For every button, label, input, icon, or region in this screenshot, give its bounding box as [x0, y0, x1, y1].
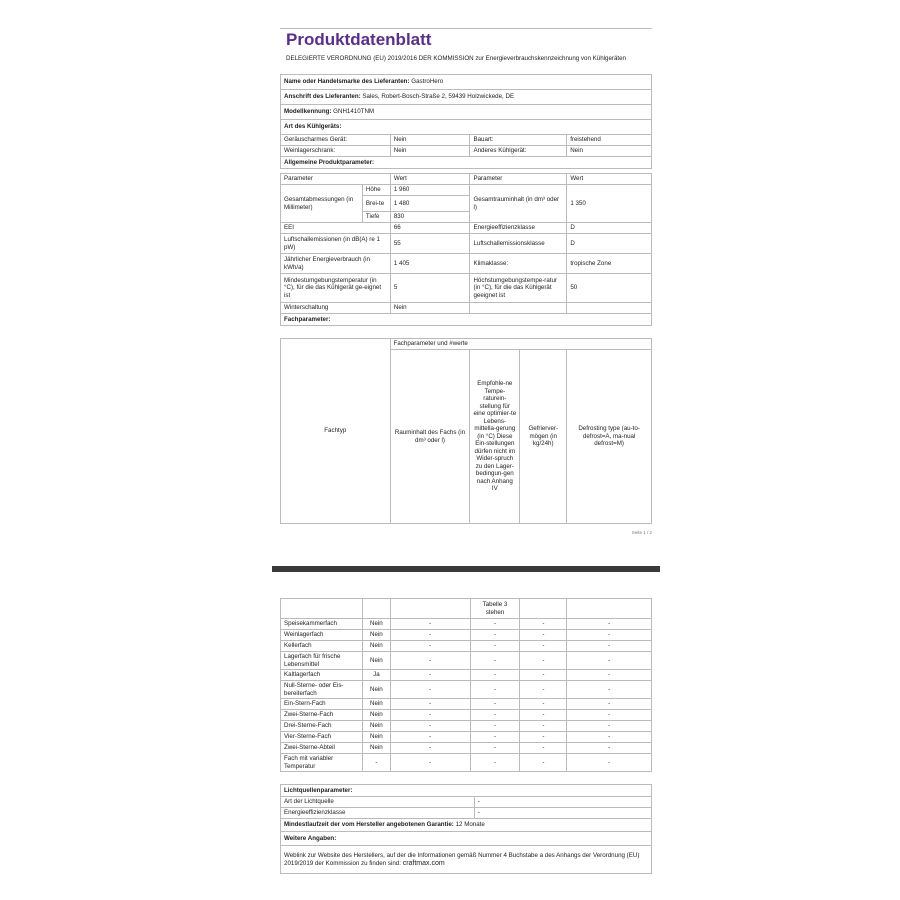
compartment-row — [281, 754, 652, 772]
compartment-row — [281, 721, 652, 732]
compartment-dash: - — [470, 652, 520, 670]
compartment-dash: - — [567, 670, 652, 681]
compartment-present: Nein — [362, 743, 390, 754]
compartment-dash: - — [470, 699, 520, 710]
compartment-dash: - — [470, 710, 520, 721]
compartment-name: Kellerfach — [281, 641, 363, 652]
compartment-dash: - — [470, 743, 520, 754]
compartment-name: Fach mit variabler Temperatur — [281, 754, 363, 772]
compartment-present: Nein — [362, 710, 390, 721]
supplier-table — [280, 74, 652, 135]
type-label: Weinlagerschrank: — [281, 146, 391, 157]
compartment-name: Vier-Sterne-Fach — [281, 732, 363, 743]
dim-value: 1 480 — [390, 196, 470, 212]
volume-label: Gesamtrauminhalt (in dm³ oder l) — [470, 185, 567, 223]
param-value: D — [567, 223, 652, 234]
group-header: Fachparameter und #werte — [390, 339, 651, 350]
supplier-address-value: Sales, Robert-Bosch-Straße 2, 59439 Holzwickede, DE — [362, 93, 515, 101]
compartment-dash: - — [390, 754, 470, 772]
compartment-row — [281, 670, 652, 681]
compartment-dash: - — [567, 641, 652, 652]
compartment-dash: - — [520, 710, 567, 721]
compartment-dash: - — [567, 710, 652, 721]
compartment-dash: - — [567, 630, 652, 641]
compartment-dash: - — [520, 721, 567, 732]
col-freeze: Gefrierver-mögen (in kg/24h) — [520, 350, 567, 524]
compartment-dash: - — [470, 732, 520, 743]
compartment-name: Zwei-Sterne-Abteil — [281, 743, 363, 754]
param-value: D — [567, 234, 652, 254]
compartment-dash: - — [520, 619, 567, 630]
page-divider — [272, 566, 660, 572]
light-table — [280, 784, 652, 874]
winter-value: Nein — [390, 303, 470, 314]
dim-label: Brei-te — [362, 196, 390, 212]
supplier-name-label: Name oder Handelsmarke des Lieferanten: — [284, 78, 410, 86]
type-label: Geräuscharmes Gerät: — [281, 135, 391, 146]
col-value: Wert — [390, 174, 470, 185]
compartments-heading: Fachparameter: — [281, 314, 652, 326]
supplier-name-value: GastroHero — [411, 78, 444, 86]
page-number: Seite 1 / 2 — [631, 530, 652, 535]
compartment-present: Nein — [362, 630, 390, 641]
compartment-name: Kaltlagerfach — [281, 670, 363, 681]
frame-line — [280, 28, 652, 29]
light-type-value: - — [474, 797, 651, 808]
col-temperature: Empfohle-ne Tempe-raturein-stellung für eine optimier-te Lebens-mittella-gerung (in °C) Diese Ein-stellungen dürfen nicht im Wider-spruch zu den Lager-bedingun-gen nach Anhang IV — [470, 350, 520, 524]
compartment-dash: - — [390, 721, 470, 732]
compartment-row — [281, 732, 652, 743]
compartment-row — [281, 619, 652, 630]
compartment-dash: - — [520, 641, 567, 652]
compartment-row — [281, 641, 652, 652]
param-value: 1 405 — [390, 254, 470, 274]
compartment-present: Nein — [362, 619, 390, 630]
compartment-dash: - — [567, 699, 652, 710]
supplier-name-row — [281, 75, 652, 90]
more-info — [281, 846, 652, 874]
compartment-dash: - — [390, 652, 470, 670]
light-heading: Lichtquellenparameter: — [281, 785, 652, 797]
more-text: Weblink zur Website des Herstellers, auf der die Informationen gemäß Nummer 4 Buchstabe a des Anhangs der Verordnung (EU) 2019/2019 der Kommission zu finden sind: — [284, 852, 640, 867]
compartment-dash: - — [567, 652, 652, 670]
col-temperature-cont: Tabelle 3 stehen — [470, 599, 520, 619]
dim-value: 1 960 — [390, 185, 470, 196]
type-table — [280, 134, 652, 169]
compartment-present: Nein — [362, 652, 390, 670]
compartment-present: Nein — [362, 721, 390, 732]
compartment-dash: - — [567, 721, 652, 732]
compartment-row — [281, 681, 652, 699]
type-row — [281, 146, 652, 157]
type-value: Nein — [567, 146, 652, 157]
compartment-name: Lagerfach für frische Lebensmittel — [281, 652, 363, 670]
general-table — [280, 173, 652, 326]
model-label: Modellkennung: — [284, 108, 332, 116]
compartment-dash: - — [567, 743, 652, 754]
param-value: 50 — [567, 274, 652, 303]
dim-label: Höhe — [362, 185, 390, 196]
param-value: 55 — [390, 234, 470, 254]
compartment-row — [281, 630, 652, 641]
general-row — [281, 274, 652, 303]
compartment-dash: - — [470, 754, 520, 772]
type-heading: Art des Kühlgeräts: — [281, 120, 652, 135]
compartment-dash: - — [520, 743, 567, 754]
param-label: Mindestumgebungstemperatur (in °C), für die das Kühlgerät ge-eignet ist — [281, 274, 391, 303]
compartment-dash: - — [470, 619, 520, 630]
compartment-dash: - — [470, 670, 520, 681]
param-label: EEI — [281, 223, 391, 234]
general-row — [281, 254, 652, 274]
param-label: Jährlicher Energieverbrauch (in kWh/a) — [281, 254, 391, 274]
dim-value: 830 — [390, 212, 470, 223]
light-class-value: - — [474, 808, 651, 819]
compartment-dash: - — [390, 641, 470, 652]
model-row — [281, 105, 652, 120]
compartment-name: Null-Sterne- oder Eis-bereiterfach — [281, 681, 363, 699]
compartment-row — [281, 652, 652, 670]
document-page-1 — [276, 28, 656, 540]
compartment-dash: - — [470, 721, 520, 732]
compartment-present: Nein — [362, 681, 390, 699]
compartment-dash: - — [520, 681, 567, 699]
param-label: Höchstumgebungstempe-ratur (in °C), für die das Kühlgerät geeignet ist — [470, 274, 567, 303]
guarantee-value: 12 Monate — [455, 821, 485, 829]
type-row — [281, 135, 652, 146]
compartment-name: Ein-Stern-Fach — [281, 699, 363, 710]
col-param: Parameter — [281, 174, 391, 185]
compartment-dash: - — [390, 630, 470, 641]
param-value: 5 — [390, 274, 470, 303]
compartment-dash: - — [520, 754, 567, 772]
compartment-dash: - — [520, 652, 567, 670]
compartment-row — [281, 743, 652, 754]
compartment-present: Nein — [362, 699, 390, 710]
compartment-row — [281, 710, 652, 721]
compartment-dash: - — [567, 619, 652, 630]
model-value: GNH1410TNM — [333, 108, 375, 116]
compartment-dash: - — [470, 641, 520, 652]
compartment-table — [280, 598, 652, 772]
dimensions-label: Gesamtabmessungen (in Millimeter) — [281, 185, 363, 223]
col-fachtyp: Fachtyp — [281, 339, 391, 524]
compartment-dash: - — [390, 710, 470, 721]
general-row — [281, 234, 652, 254]
manufacturer-link[interactable]: craftmax.com — [402, 859, 445, 867]
compartment-name: Zwei-Sterne-Fach — [281, 710, 363, 721]
volume-value: 1 350 — [567, 185, 652, 223]
document-subtitle: DELEGIERTE VERORDNUNG (EU) 2019/2016 DER KOMMISSION zur Energieverbrauchskennzeichnung von Kühlgeräten — [286, 55, 627, 62]
param-label: Klimaklasse: — [470, 254, 567, 274]
col-value: Wert — [567, 174, 652, 185]
light-class-label: Energieeffizienzklasse — [281, 808, 475, 819]
compartment-dash: - — [390, 699, 470, 710]
compartment-header-table — [280, 338, 652, 524]
supplier-address-row — [281, 90, 652, 105]
compartment-name: Weinlagerfach — [281, 630, 363, 641]
general-heading: Allgemeine Produktparameter: — [281, 157, 652, 169]
type-value: freistehend — [567, 135, 652, 146]
param-label: Energieeffizienzklasse — [470, 223, 567, 234]
compartment-dash: - — [520, 630, 567, 641]
compartment-dash: - — [520, 670, 567, 681]
compartment-name: Drei-Sterne-Fach — [281, 721, 363, 732]
param-label: Luftschallemissionsklasse — [470, 234, 567, 254]
compartment-dash: - — [390, 619, 470, 630]
more-heading: Weitere Angaben: — [281, 832, 652, 846]
col-volume: Rauminhalt des Fachs (in dm³ oder l) — [390, 350, 470, 524]
compartment-dash: - — [520, 732, 567, 743]
param-value: tropische Zone — [567, 254, 652, 274]
compartment-dash: - — [567, 732, 652, 743]
guarantee-label: Mindestlaufzeit der vom Hersteller angebotenen Garantie: — [284, 821, 454, 829]
type-value: Nein — [390, 146, 470, 157]
type-value: Nein — [390, 135, 470, 146]
compartment-dash: - — [470, 681, 520, 699]
winter-label: Winterschaltung — [281, 303, 391, 314]
compartment-dash: - — [390, 743, 470, 754]
col-param: Parameter — [470, 174, 567, 185]
compartment-present: Ja — [362, 670, 390, 681]
compartment-dash: - — [567, 681, 652, 699]
document-title: Produktdatenblatt — [286, 30, 432, 49]
compartment-name: Speisekammerfach — [281, 619, 363, 630]
guarantee-row — [281, 819, 652, 832]
document-page-2 — [276, 598, 656, 880]
compartment-dash: - — [390, 732, 470, 743]
compartment-dash: - — [390, 681, 470, 699]
supplier-address-label: Anschrift des Lieferanten: — [284, 93, 361, 101]
general-row — [281, 223, 652, 234]
param-label: Luftschallemissionen (in dB(A) re 1 pW) — [281, 234, 391, 254]
compartment-dash: - — [470, 630, 520, 641]
type-label: Anderes Kühlgerät: — [470, 146, 567, 157]
light-type-label: Art der Lichtquelle — [281, 797, 475, 808]
compartment-present: - — [362, 754, 390, 772]
type-label: Bauart: — [470, 135, 567, 146]
dim-label: Tiefe — [362, 212, 390, 223]
compartment-dash: - — [390, 670, 470, 681]
compartment-row — [281, 699, 652, 710]
compartment-dash: - — [520, 699, 567, 710]
compartment-present: Nein — [362, 641, 390, 652]
param-value: 66 — [390, 223, 470, 234]
compartment-dash: - — [567, 754, 652, 772]
col-defrost: Defrosting type (au-to-defrost=A, ma-nual defrost=M) — [567, 350, 652, 524]
compartment-present: Nein — [362, 732, 390, 743]
